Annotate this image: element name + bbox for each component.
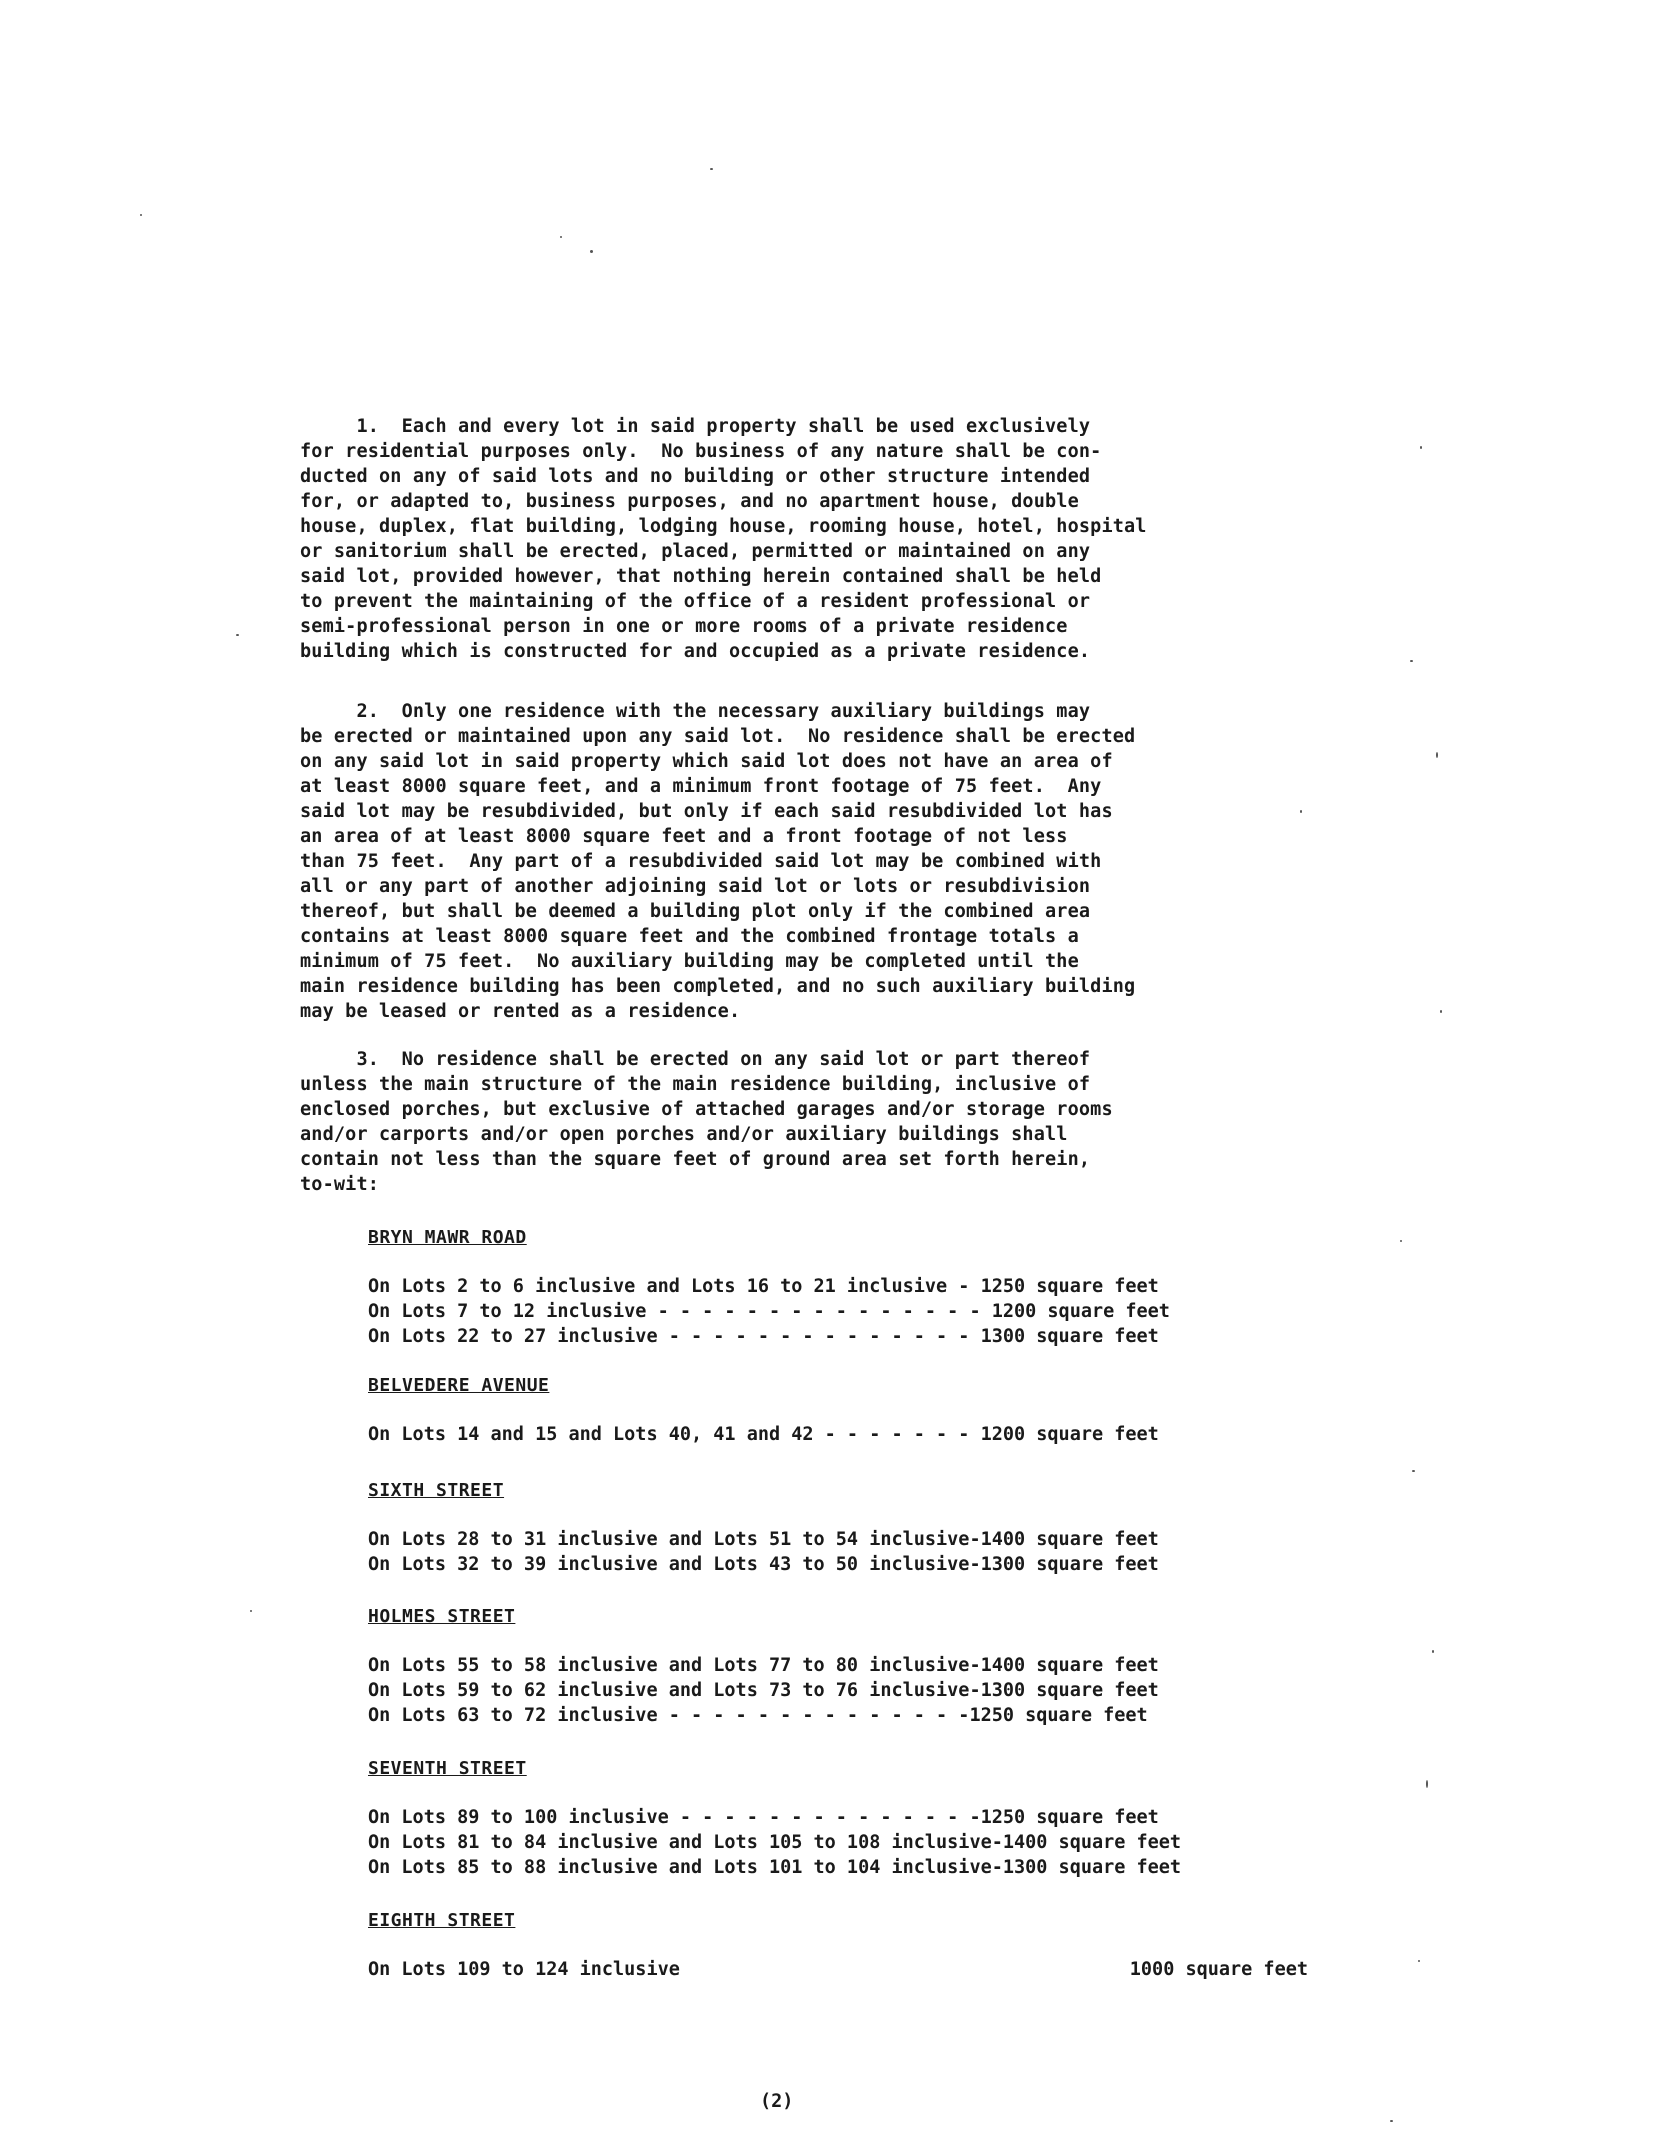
street-heading: SEVENTH STREET: [368, 1758, 527, 1779]
paragraph-line: on any said lot in said property which said lot does not have an area of: [300, 751, 1113, 772]
street-heading: SIXTH STREET: [368, 1480, 505, 1501]
paragraph-line: to prevent the maintaining of the office of a resident professional or: [300, 591, 1091, 612]
paragraph-line: main residence building has been completed, and no such auxiliary building: [300, 976, 1136, 997]
street-heading: BELVEDERE AVENUE: [368, 1375, 550, 1396]
street-section-seventh-street: [368, 1756, 1308, 1880]
lot-row: On Lots 14 and 15 and Lots 40, 41 and 42 - - - - - - - 1200 square feet: [368, 1424, 1159, 1445]
paragraph-line: house, duplex, flat building, lodging house, rooming house, hotel, hospital: [300, 516, 1147, 537]
paragraph-line: building which is constructed for and occupied as a private residence.: [300, 641, 1091, 662]
lot-row: On Lots 7 to 12 inclusive - - - - - - - - - - - - - - - 1200 square feet: [368, 1301, 1170, 1322]
lot-row: [368, 1957, 1308, 1982]
lot-row: On Lots 55 to 58 inclusive and Lots 77 to 80 inclusive-1400 square feet: [368, 1655, 1159, 1676]
paragraph-line: contain not less than the square feet of ground area set forth herein,: [300, 1149, 1091, 1170]
street-section-belvedere-avenue: [368, 1373, 1308, 1447]
paragraph-line: be erected or maintained upon any said lot. No residence shall be erected: [300, 726, 1136, 747]
lot-row: On Lots 2 to 6 inclusive and Lots 16 to 21 inclusive - 1250 square feet: [368, 1276, 1159, 1297]
street-section-bryn-mawr-road: [368, 1225, 1308, 1349]
lot-row: On Lots 28 to 31 inclusive and Lots 51 to 54 inclusive-1400 square feet: [368, 1529, 1159, 1550]
paragraph-line: all or any part of another adjoining said lot or lots or resubdivision: [300, 876, 1091, 897]
paragraph-line: to-wit:: [300, 1174, 380, 1195]
paragraph-line: an area of at least 8000 square feet and a front footage of not less: [300, 826, 1068, 847]
page-number: (2): [760, 2091, 794, 2112]
lot-row-description: On Lots 109 to 124 inclusive: [368, 1959, 680, 1980]
paragraph-line: contains at least 8000 square feet and the combined frontage totals a: [300, 926, 1079, 947]
paragraph-line: semi-professional person in one or more rooms of a private residence: [300, 616, 1068, 637]
street-heading: EIGHTH STREET: [368, 1910, 516, 1931]
paragraph-line: and/or carports and/or open porches and/or auxiliary buildings shall: [300, 1124, 1068, 1145]
paragraph-line: thereof, but shall be deemed a building plot only if the combined area: [300, 901, 1091, 922]
paragraph-line: ducted on any of said lots and no building or other structure intended: [300, 466, 1091, 487]
paragraph-line: 2. Only one residence with the necessary auxiliary buildings may: [300, 701, 1091, 722]
paragraph-line: for residential purposes only. No business of any nature shall be con-: [300, 441, 1102, 462]
street-heading: BRYN MAWR ROAD: [368, 1227, 527, 1248]
paragraph-line: 1. Each and every lot in said property shall be used exclusively: [300, 416, 1091, 437]
paragraph-line: minimum of 75 feet. No auxiliary building may be completed until the: [300, 951, 1079, 972]
paragraph-line: said lot may be resubdivided, but only if each said resubdivided lot has: [300, 801, 1113, 822]
paragraph-3: [300, 1047, 1280, 1197]
paragraph-line: may be leased or rented as a residence.: [300, 1001, 741, 1022]
paragraph-2: [300, 699, 1280, 1024]
lot-row: On Lots 89 to 100 inclusive - - - - - - - - - - - - - -1250 square feet: [368, 1807, 1159, 1828]
paragraph-1: [300, 414, 1280, 664]
paragraph-line: enclosed porches, but exclusive of attached garages and/or storage rooms: [300, 1099, 1113, 1120]
paragraph-line: 3. No residence shall be erected on any said lot or part thereof: [300, 1049, 1091, 1070]
paragraph-line: for, or adapted to, business purposes, and no apartment house, double: [300, 491, 1079, 512]
lot-row: On Lots 81 to 84 inclusive and Lots 105 to 108 inclusive-1400 square feet: [368, 1832, 1182, 1853]
street-section-holmes-street: [368, 1604, 1308, 1728]
lot-row-area: 1000 square feet: [1129, 1959, 1308, 1980]
street-section-eighth-street: [368, 1908, 1308, 1982]
lot-row: On Lots 63 to 72 inclusive - - - - - - - - - - - - - -1250 square feet: [368, 1705, 1148, 1726]
street-section-sixth-street: [368, 1478, 1308, 1577]
paragraph-line: at least 8000 square feet, and a minimum front footage of 75 feet. Any: [300, 776, 1102, 797]
street-heading: HOLMES STREET: [368, 1606, 516, 1627]
lot-row: On Lots 59 to 62 inclusive and Lots 73 to 76 inclusive-1300 square feet: [368, 1680, 1159, 1701]
paragraph-line: than 75 feet. Any part of a resubdivided said lot may be combined with: [300, 851, 1102, 872]
lot-row: On Lots 32 to 39 inclusive and Lots 43 to 50 inclusive-1300 square feet: [368, 1554, 1159, 1575]
paragraph-line: or sanitorium shall be erected, placed, permitted or maintained on any: [300, 541, 1091, 562]
lot-row: On Lots 85 to 88 inclusive and Lots 101 to 104 inclusive-1300 square feet: [368, 1857, 1182, 1878]
lot-row: On Lots 22 to 27 inclusive - - - - - - - - - - - - - - 1300 square feet: [368, 1326, 1159, 1347]
paragraph-line: said lot, provided however, that nothing herein contained shall be held: [300, 566, 1102, 587]
paragraph-line: unless the main structure of the main residence building, inclusive of: [300, 1074, 1091, 1095]
